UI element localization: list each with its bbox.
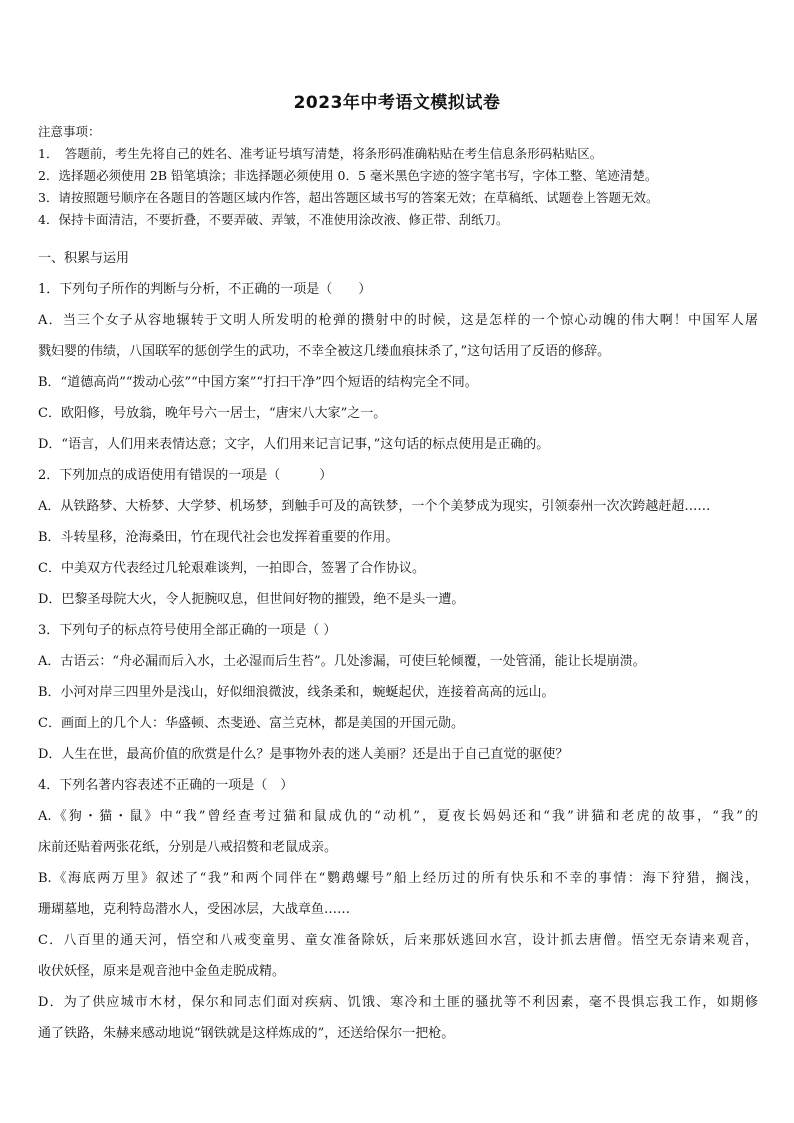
note-item: 1． 答题前，考生先将自己的姓名、准考证号填写清楚，将条形码准确粘贴在考生信息条形码粘贴区。 (38, 146, 603, 161)
question-4-option-d: D．为了供应城市木材，保尔和同志们面对疾病、饥饿、寒冷和土匪的骚扰等不利因素，毫不畏惧忘我工作，如期修 (38, 995, 758, 1010)
notes-header: 注意事项： (38, 124, 101, 139)
question-2-option-d: D．巴黎圣母院大火，令人扼腕叹息，但世间好物的摧毁，绝不是头一遭。 (38, 592, 465, 607)
question-2-option-c: C．中美双方代表经过几轮艰难谈判，一拍即合，签署了合作协议。 (38, 561, 425, 576)
question-4-option-c-cont: 收伏妖怪，原来是观音池中金鱼走脱成精。 (38, 964, 286, 979)
note-item: 4．保持卡面清洁，不要折叠，不要弄破、弄皱，不准使用涂改液、修正带、刮纸刀。 (38, 212, 509, 227)
question-2-option-b: B．斗转星移，沧海桑田，竹在现代社会也发挥着重要的作用。 (38, 530, 399, 545)
note-item: 2．选择题必须使用 2B 铅笔填涂；非选择题必须使用 0．5 毫米黑色字迹的签字笔书写，字体工整、笔迹清楚。 (38, 168, 658, 183)
question-4-option-c: C．八百里的通天河，悟空和八戒变童男、童女准备除妖，后来那妖逃回水宫，设计抓去唐僧。悟空无奈请来观音， (38, 933, 758, 948)
question-4-option-b-cont: 珊瑚墓地，克利特岛潜水人，受困冰层，大战章鱼…… (38, 902, 351, 917)
section-heading: 一、积累与运用 (38, 251, 130, 266)
question-1-option-d: D．“语言，人们用来表情达意；文字，人们用来记言记事，”这句话的标点使用是正确的。 (38, 437, 550, 452)
question-4-stem: 4．下列名著内容表述不正确的一项是（ ） (38, 778, 294, 793)
notes-section (38, 121, 768, 231)
question-3-option-c: C．画面上的几个人：华盛顿、杰斐逊、富兰克林，都是美国的开国元勋。 (38, 716, 464, 731)
question-4-option-a: A.《狗・猫・鼠》中“我”曾经查考过猫和鼠成仇的“动机”，夏夜长妈妈还和“我”讲猫和老虎的故事，“我”的 (38, 809, 758, 824)
question-1-option-a: A．当三个女子从容地辗转于文明人所发明的枪弹的攒射中的时候，这是怎样的一个惊心动魄的伟大啊！中国军人屠 (38, 313, 758, 328)
exam-body (38, 243, 758, 1049)
question-1-option-b: B．“道德高尚”“拨动心弦”“中国方案”“打扫干净”四个短语的结构完全不同。 (38, 375, 478, 390)
question-4-option-a-cont: 床前还贴着两张花纸，分别是八戒招赘和老鼠成亲。 (38, 840, 338, 855)
question-3-option-a: A．古语云：“舟必漏而后入水，土必湿而后生苔”。几处渗漏，可使巨轮倾覆，一处管涌，能让长堤崩溃。 (38, 654, 646, 669)
question-4-option-b: B.《海底两万里》叙述了“我”和两个同伴在“鹦鹉螺号”船上经历过的所有快乐和不幸的事情：海下狩猎，搁浅， (38, 871, 758, 886)
page-title: 2023年中考语文模拟试卷 (293, 93, 501, 113)
question-3-option-b: B．小河对岸三四里外是浅山，好似细浪微波，线条柔和，蜿蜒起伏，连接着高高的远山。 (38, 685, 555, 700)
question-1-option-c: C．欧阳修，号放翁，晚年号六一居士，“唐宋八大家”之一。 (38, 406, 387, 421)
question-4-option-d-cont: 通了铁路，朱赫来感动地说“钢铁就是这样炼成的”，还送给保尔一把枪。 (38, 1026, 455, 1041)
question-1-option-a-cont: 戮妇婴的伟绩，八国联军的惩创学生的武功，不幸全被这几缕血痕抹杀了，”这句话用了反语的修辞。 (38, 344, 611, 359)
note-item: 3．请按照题号顺序在各题目的答题区域内作答，超出答题区域书写的答案无效；在草稿纸、试题卷上答题无效。 (38, 190, 659, 205)
question-3-stem: 3．下列句子的标点符号使用全部正确的一项是（ ） (38, 623, 337, 638)
question-2-stem: 2．下列加点的成语使用有错误的一项是（ ） (38, 468, 333, 483)
question-2-option-a: A．从铁路梦、大桥梦、大学梦、机场梦，到触手可及的高铁梦，一个个美梦成为现实，引领泰州一次次跨越赶超…… (38, 499, 711, 514)
question-3-option-d: D．人生在世，最高价值的欣赏是什么？是事物外表的迷人美丽？还是出于自己直觉的驱使？ (38, 747, 569, 762)
question-1-stem: 1．下列句子所作的判断与分析，不正确的一项是（ ） (38, 282, 372, 297)
